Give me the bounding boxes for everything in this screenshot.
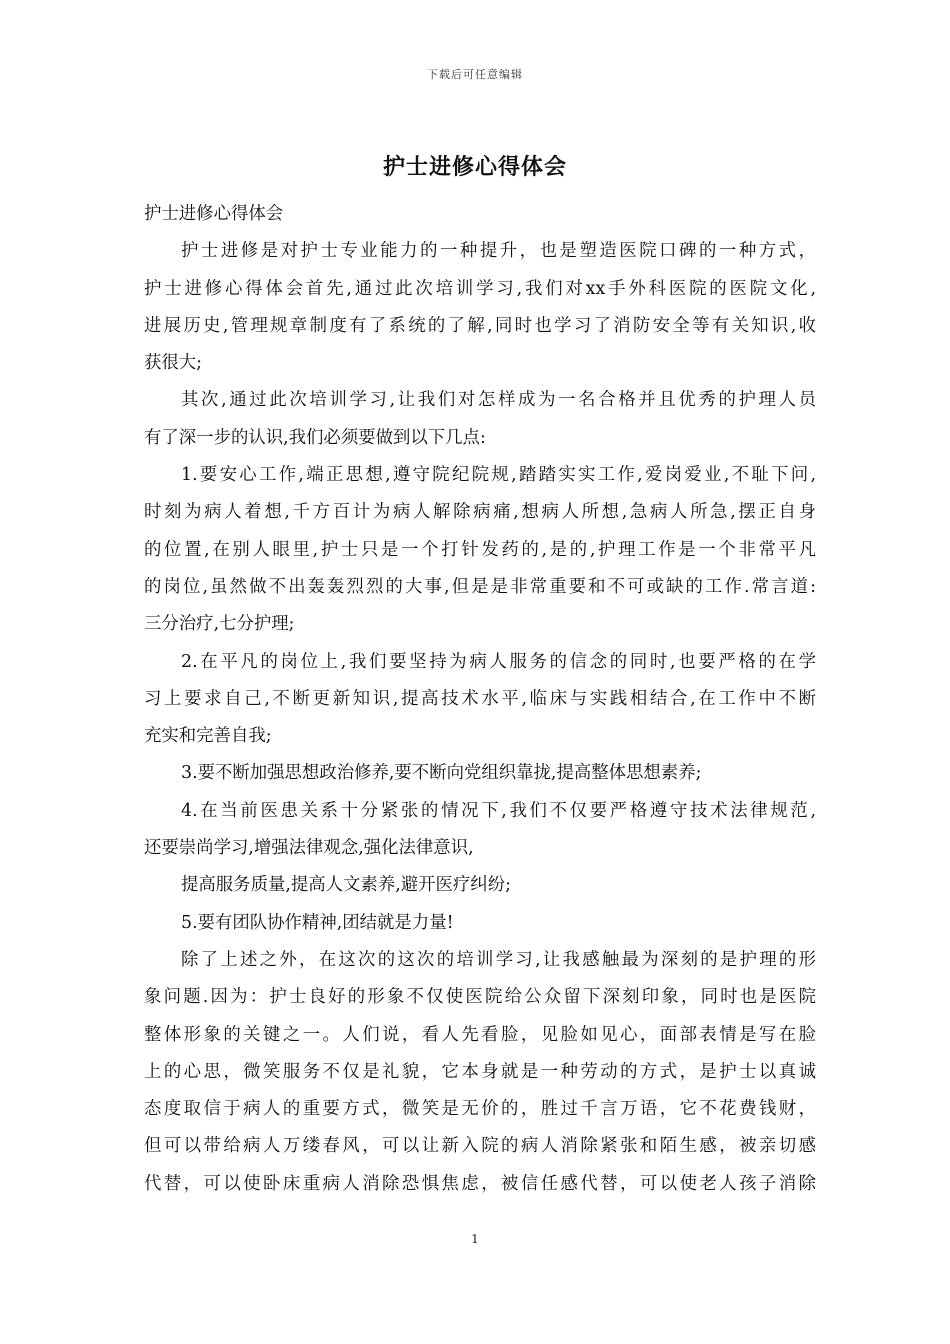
text-line: 有了深一步的认识,我们必须要做到以下几点: xyxy=(144,427,486,448)
text-line: 获很大; xyxy=(144,353,203,374)
page-number: 1 xyxy=(471,1232,479,1246)
text-line: 3.要不断加强思想政治修养,要不断向党组织靠拢,提高整体思想素养; xyxy=(181,763,702,784)
text-line: 但可以带给病人万缕春风，可以让新入院的病人消除紧张和陌生感，被亲切感 xyxy=(144,1136,816,1157)
text-line: 护士进修心得体会首先,通过此次培训学习,我们对xx手外科医院的医院文化, xyxy=(144,278,816,299)
text-line: 的位置,在别人眼里,护士只是一个打针发药的,是的,护理工作是一个非常平凡 xyxy=(144,539,816,560)
document-title: 护士进修心得体会 xyxy=(382,154,567,180)
text-line: 4.在当前医患关系十分紧张的情况下,我们不仅要严格遵守技术法律规范, xyxy=(181,800,816,821)
text-line: 提高服务质量,提高人文素养,避开医疗纠纷; xyxy=(181,875,511,896)
text-line: 习上要求自己,不断更新知识,提高技术水平,临床与实践相结合,在工作中不断 xyxy=(144,688,816,709)
text-line: 护士进修是对护士专业能力的一种提升，也是塑造医院口碑的一种方式， xyxy=(181,241,816,262)
text-line: 充实和完善自我; xyxy=(144,726,272,747)
text-line: 5.要有团队协作精神,团结就是力量! xyxy=(181,912,454,933)
text-line: 进展历史,管理规章制度有了系统的了解,同时也学习了消防安全等有关知识,收 xyxy=(144,315,816,336)
text-line: 时刻为病人着想,千方百计为病人解除病痛,想病人所想,急病人所急,摆正自身 xyxy=(144,502,816,523)
text-line: 除了上述之外，在这次的这次的培训学习,让我感触最为深刻的是护理的形 xyxy=(181,949,816,970)
text-line: 2.在平凡的岗位上,我们要坚持为病人服务的信念的同时,也要严格的在学 xyxy=(181,651,816,672)
text-line: 护士进修心得体会 xyxy=(144,204,284,224)
text-line: 三分治疗,七分护理; xyxy=(144,614,295,635)
header-note: 下载后可任意编辑 xyxy=(427,68,523,81)
text-line: 其次,通过此次培训学习,让我们对怎样成为一名合格并且优秀的护理人员 xyxy=(181,390,816,411)
text-line: 还要崇尚学习,增强法律观念,强化法律意识, xyxy=(144,838,474,859)
text-line: 上的心思，微笑服务不仅是礼貌，它本身就是一种劳动的方式，是护士以真诚 xyxy=(144,1061,816,1082)
text-line: 代替，可以使卧床重病人消除恐惧焦虑，被信任感代替，可以使老人孩子消除 xyxy=(144,1173,816,1194)
text-line: 的岗位,虽然做不出轰轰烈烈的大事,但是是非常重要和不可或缺的工作.常言道: xyxy=(144,576,816,597)
text-line: 整体形象的关键之一。人们说，看人先看脸，见脸如见心，面部表情是写在脸 xyxy=(144,1024,816,1045)
text-line: 1.要安心工作,端正思想,遵守院纪院规,踏踏实实工作,爱岗爱业,不耻下问, xyxy=(181,465,816,486)
text-line: 态度取信于病人的重要方式，微笑是无价的，胜过千言万语，它不花费钱财， xyxy=(144,1099,816,1120)
text-line: 象问题.因为：护士良好的形象不仅使医院给公众留下深刻印象，同时也是医院 xyxy=(144,987,816,1008)
document-body xyxy=(144,196,816,1203)
